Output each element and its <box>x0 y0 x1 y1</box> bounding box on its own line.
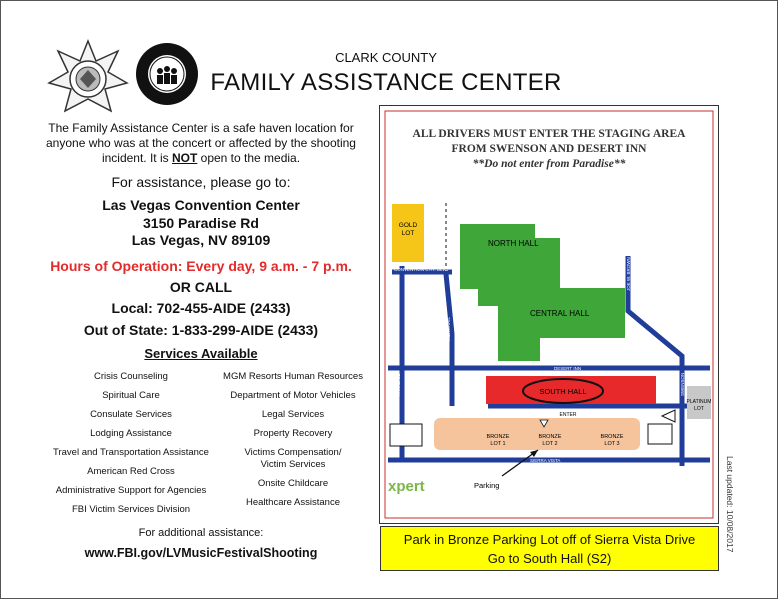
map-heading-2: FROM SWENSON AND DESERT INN <box>451 143 647 155</box>
services-title: Services Available <box>144 346 258 361</box>
service-property: Property Recovery <box>253 428 333 439</box>
parking-instruction-line-1: Park in Bronze Parking Lot off of Sierra Vista Drive <box>403 532 696 547</box>
page-title: FAMILY ASSISTANCE CENTER <box>210 69 562 96</box>
service-victims-comp: Victims Compensation/ <box>244 447 342 458</box>
intro-paragraph <box>41 121 361 166</box>
bronze-lot-1-label-2: LOT 1 <box>490 441 506 447</box>
additional-assistance-label: For additional assistance: <box>138 527 264 539</box>
address-block <box>41 197 361 250</box>
parking-label: Parking <box>474 481 500 490</box>
street-address: 3150 Paradise Rd <box>143 214 259 231</box>
police-badge-logo <box>47 39 129 117</box>
gold-lot-label: GOLD <box>398 222 418 229</box>
map-drawing <box>380 106 718 523</box>
right-building <box>648 424 672 444</box>
last-updated-text: Last updated: 10/08/2017 <box>725 456 735 553</box>
service-childcare: Onsite Childcare <box>257 478 329 489</box>
south-hall-label: SOUTH HALL <box>539 387 587 396</box>
parking-instruction-line-2: Go to South Hall (S2) <box>487 551 612 566</box>
bronze-lot-2-label-2: LOT 2 <box>542 441 558 447</box>
map-heading-1: ALL DRIVERS MUST ENTER THE STAGING AREA <box>412 128 686 140</box>
parking-pointer-head <box>530 450 538 457</box>
bronze-lot-2-label: BRONZE <box>538 434 562 440</box>
service-mgm-hr: MGM Resorts Human Resources <box>223 371 363 382</box>
or-call-label: OR CALL <box>169 279 233 295</box>
service-spiritual: Spiritual Care <box>102 390 160 401</box>
central-hall-label: CENTRAL HALL <box>530 309 590 318</box>
local-phone: Local: 702-455-AIDE (2433) <box>111 300 291 316</box>
last-updated-stamp <box>719 458 733 568</box>
swenson-label: SWENSON <box>680 372 685 396</box>
bronze-lot-1-label: BRONZE <box>486 434 510 440</box>
service-crisis: Crisis Counseling <box>94 371 168 382</box>
left-building <box>390 424 422 446</box>
parking-instructions-box <box>380 526 719 571</box>
service-admin-support: Administrative Support for Agencies <box>55 485 207 496</box>
enter-label: ENTER <box>559 412 577 418</box>
venue-name: Las Vegas Convention Center <box>102 197 300 213</box>
entry-arrow <box>662 410 675 422</box>
xpert-logo: xpert <box>388 478 425 495</box>
service-red-cross: American Red Cross <box>87 466 175 477</box>
service-legal: Legal Services <box>261 409 325 420</box>
service-consulate: Consulate Services <box>90 409 172 420</box>
bronze-lot-3-label-2: LOT 3 <box>604 441 620 447</box>
service-fbi-victim: FBI Victim Services Division <box>71 504 191 515</box>
service-victim-services: Victim Services <box>260 459 326 470</box>
hours-of-operation: Hours of Operation: Every day, 9 a.m. - 7 p.m. <box>50 258 352 274</box>
gold-lot-label-2: LOT <box>401 230 415 237</box>
intro-line-3c: open to the media. <box>197 151 301 165</box>
platinum-lot-label: PLATINUM <box>686 399 712 405</box>
staging-area-map <box>379 105 719 524</box>
convention-blvd-label: CONVENTION CTR. BLVD <box>394 267 449 272</box>
intro-line-2: anyone who was at the concert or affected by the shooting <box>46 136 356 150</box>
bronze-lot-3-label: BRONZE <box>600 434 624 440</box>
service-travel: Travel and Transportation Assistance <box>53 447 209 458</box>
service-healthcare: Healthcare Assistance <box>246 497 340 508</box>
paradise-label: PARADISE <box>396 373 401 396</box>
out-of-state-phone: Out of State: 1-833-299-AIDE (2433) <box>83 322 319 338</box>
county-heading: CLARK COUNTY <box>335 50 437 65</box>
assistance-prompt: For assistance, please go to: <box>111 174 291 190</box>
platinum-lot-label-2: LOT <box>694 406 704 412</box>
desert-inn-label: DESERT INN <box>554 366 582 371</box>
intro-not-emphasis: NOT <box>171 151 198 165</box>
monorail-label: MONORAIL <box>446 316 451 341</box>
service-dmv: Department of Motor Vehicles <box>230 390 356 401</box>
sierra-vista-label: SIERRA VISTA <box>530 458 561 463</box>
intro-line-1: The Family Assistance Center is a safe haven location for <box>48 121 354 135</box>
service-lodging: Lodging Assistance <box>90 428 172 439</box>
north-central-halls <box>460 224 625 361</box>
joe-brown-label: JOE W. BROWN <box>626 257 631 291</box>
county-seal-logo <box>134 41 200 107</box>
map-heading-3: **Do not enter from Paradise** <box>472 158 626 170</box>
city-state-zip: Las Vegas, NV 89109 <box>131 232 271 248</box>
intro-line-3 <box>41 151 361 166</box>
intro-line-3a: incident. It is <box>101 151 172 165</box>
north-hall-label: NORTH HALL <box>488 239 539 248</box>
fbi-url-link[interactable]: www.FBI.gov/LVMusicFestivalShooting <box>84 546 318 560</box>
